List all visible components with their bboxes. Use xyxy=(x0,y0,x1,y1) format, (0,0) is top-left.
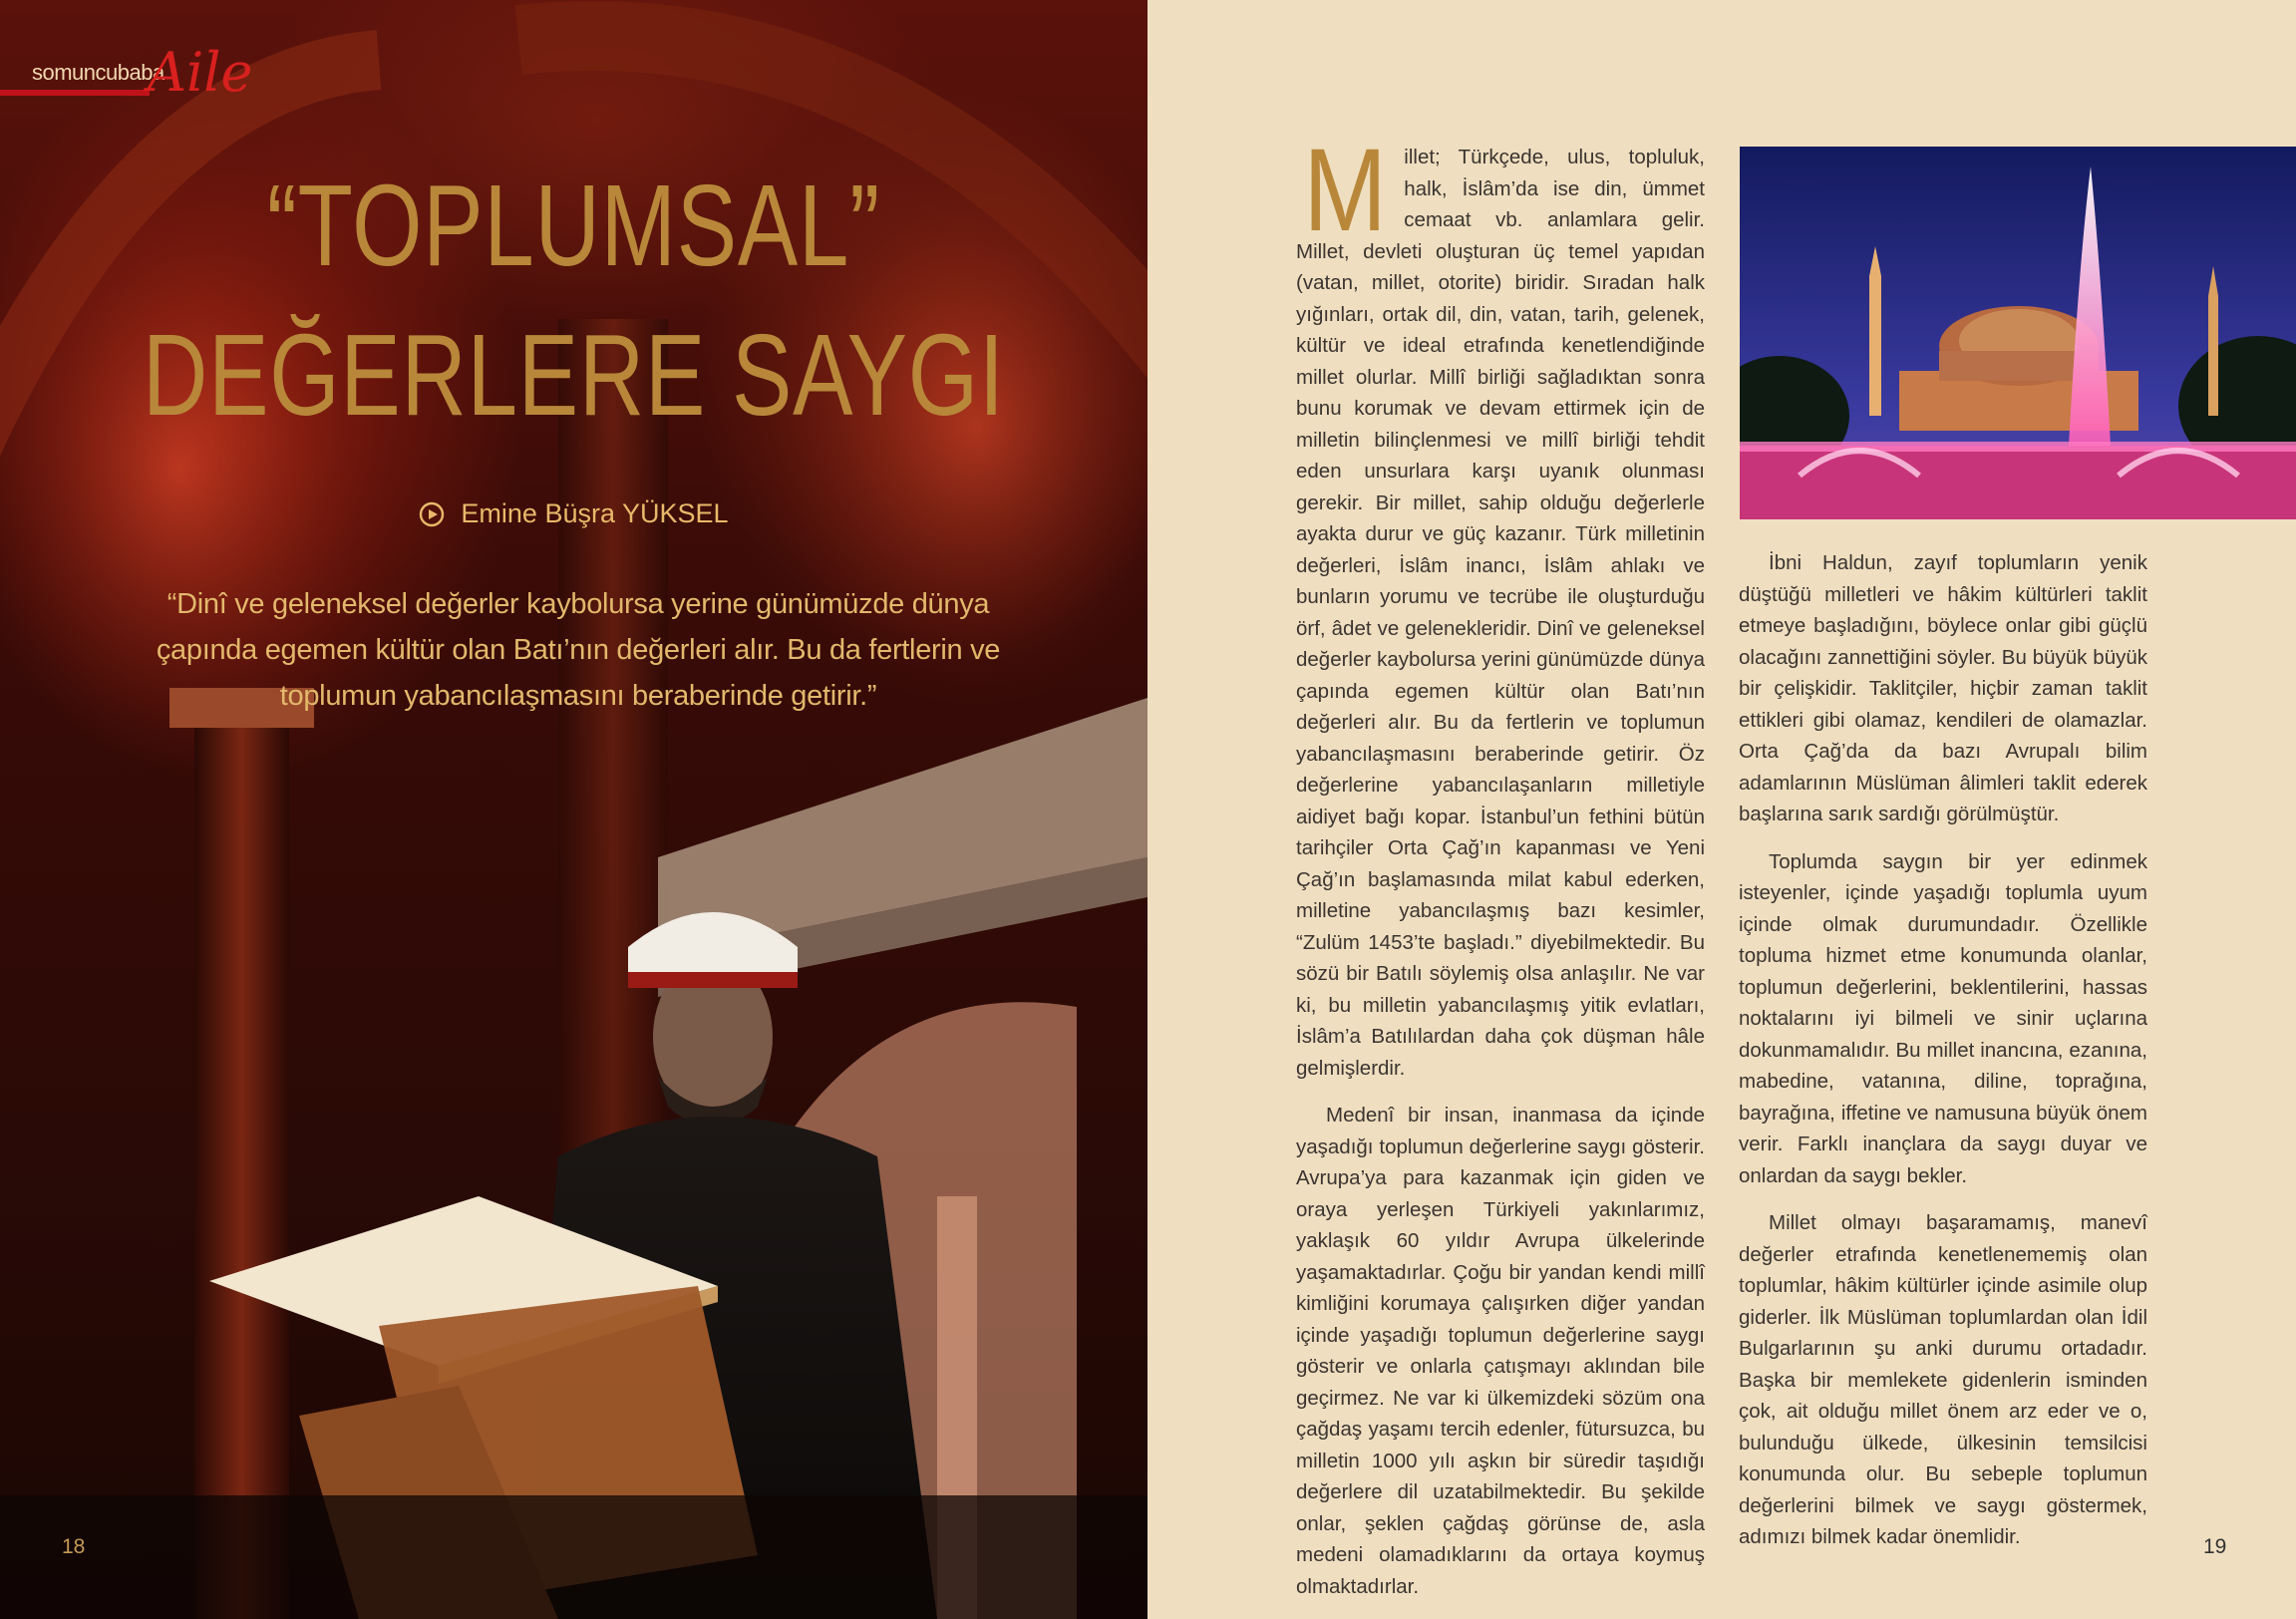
article-column-1 xyxy=(1296,125,1705,1618)
headline-line-2: DEĞERLERE SAYGI xyxy=(142,310,1005,440)
page-number-right: 19 xyxy=(2203,1535,2227,1558)
article-paragraph: Toplumda saygın bir yer edinmek isteyenler, içinde yaşadığı toplumla uyum içinde olmak durumundadır. Özellikle topluma hizmet etme konumunda olanlar, toplumun değerlerini, beklentilerini, hassas noktalarını iyi bilmeli ve sinir uçlarına dokunmamalıdır. Bu millet inancına, ezanına, mabedine, vatanına, diline, toprağına, bayrağına, iffetine ve namusuna büyük önem verir. Farklı inançlara da saygı duyar ve onlardan da saygı bekler. xyxy=(1739,849,2147,1187)
article-column-2 xyxy=(1739,547,2147,1569)
article-paragraph: İbni Haldun, zayıf toplumların yenik düştüğü milletleri ve hâkim kültürleri taklit etmeye başladığını, böylece onlar gibi güçlü olacağını zannettiğini söyler. Bu büyük büyük bir çelişkidir. Taklitçiler, hiçbir zaman taklit ettikleri gibi olamaz, kendileri de olamazlar. Orta Çağ’da da bazı Avrupalı bilim adamlarının Müslüman âlimleri taklit ederek başlarına sarık sardığı görülmüştür. xyxy=(1739,551,2147,825)
hagia-sophia-photo xyxy=(1740,147,2296,519)
drop-cap: M xyxy=(1303,125,1387,256)
article-paragraph: Millet olmayı başaramamış, manevî değerler etrafında kenetlenememiş olan toplumlar, hâkim kültürler içinde asimile olup giderler. İlk Müslüman toplumlardan olan İdil Bulgarlarının şu anki durumu ortadadır. Başka bir memlekete gidenlerin isminden çok, ait olduğu millet önem arz eder ve o, bulunduğu ülkede, ülkesinin temsilcisi konumunda olur. Bu sebeple toplumun değerlerini bilmek ve saygı göstermek, adımızı bilmek kadar önemlidir. xyxy=(1739,1211,2147,1548)
author-name: Emine Büşra YÜKSEL xyxy=(461,498,729,528)
page-number-left: 18 xyxy=(62,1535,86,1558)
headline-line-1: “TOPLUMSAL” xyxy=(266,161,881,290)
masthead-bar xyxy=(0,90,150,96)
play-circle-icon xyxy=(419,501,445,527)
paragraph-text: illet; Türkçede, ulus, topluluk, halk, İslâm’da ise din, ümmet cemaat vb. anlamlara gelir. Millet, devleti oluşturan üç temel yapıdan (vatan, millet, otorite) biridir. Sıradan halk yığınları, ortak dil, din, vatan, tarih, gelenek, kültür ve ideal etrafında kenetlendiğinde millet olurlar. Millî birliği sağladıktan sonra bunu korumak ve devam ettirmek için de milletin bilinçlenmesi ve millî birliği tehdit eden unsurlara karşı uyanık olunması gerekir. Bir millet, sahip olduğu değerlerle ayakta durur ve güç kazanır. Türk milletinin değerleri, İslâm inancı, İslâm ahlakı ve bunların yorumu ve tecrübe ile oluşturduğu örf, âdet ve gelenekleridir. Dinî ve geleneksel değerler kaybolursa yerini günümüzde dünya çapında egemen kültür olan Batı’nın değerleri alır. Bu da fertlerin ve toplumun yabancılaşmasını beraberinde getirir. Öz değerlerine yabancılaşanların milletiyle aidiyet bağı kopar. İstanbul’un fethini bütün tarihçiler Orta Çağ’ın kapanması ve Yeni Çağ’ın başlamasında milat kabul ederken, milletine yabancılaşmış bazı kesimler, “Zulüm 1453’te başladı.” diyebilmektedir. Bu sözü bir Batılı söylemiş olsa anlaşılır. Ne var ki, bu milletin yabancılaşmış yitik evlatları, İslâm’a Batılılardan daha çok düşman hâle gelmişlerdir. xyxy=(1296,146,1705,1080)
magazine-name: somuncubaba xyxy=(32,60,164,85)
hagia-sophia-illustration xyxy=(1740,147,2296,519)
masthead xyxy=(0,41,259,104)
article-paragraph: Medenî bir insan, inanmasa da içinde yaşadığı toplumun değerlerine saygı gösterir. Avrupa’ya para kazanmak için giden ve oraya yerleşen Türkiyeli yakınlarımız, yaklaşık 60 yıldır Avrupa ülkelerinde yaşamaktadırlar. Çoğu bir yandan kendi millî kimliğini korumaya çalışırken diğer yandan içinde yaşadığı toplumun değerlerine saygı gösterir ve onlarla çatışmayı aklından bile geçirmez. Ne var ki ülkemizdeki sözüm ona çağdaş yaşamı tercih edenler, fütursuzca, bu milletin 1000 yılı aşkın bir süredir taşıdığı değerlere dil uzatabilmektedir. Bu şekilde onlar, şeklen çağdaş görünse de, asla medeni olamadıklarını da ortaya koymuş olmaktadırlar. xyxy=(1296,1104,1705,1598)
section-name: Aile xyxy=(148,41,253,104)
pull-quote: “Dinî ve geleneksel değerler kaybolursa yerine günümüzde dünya çapında egemen kültür olan Batı’nın değerleri alır. Bu da fertlerin ve toplumun yabancılaşmasını beraberinde getirir.” xyxy=(156,588,1001,712)
byline xyxy=(0,498,1148,532)
article-paragraph xyxy=(1296,125,1705,1084)
